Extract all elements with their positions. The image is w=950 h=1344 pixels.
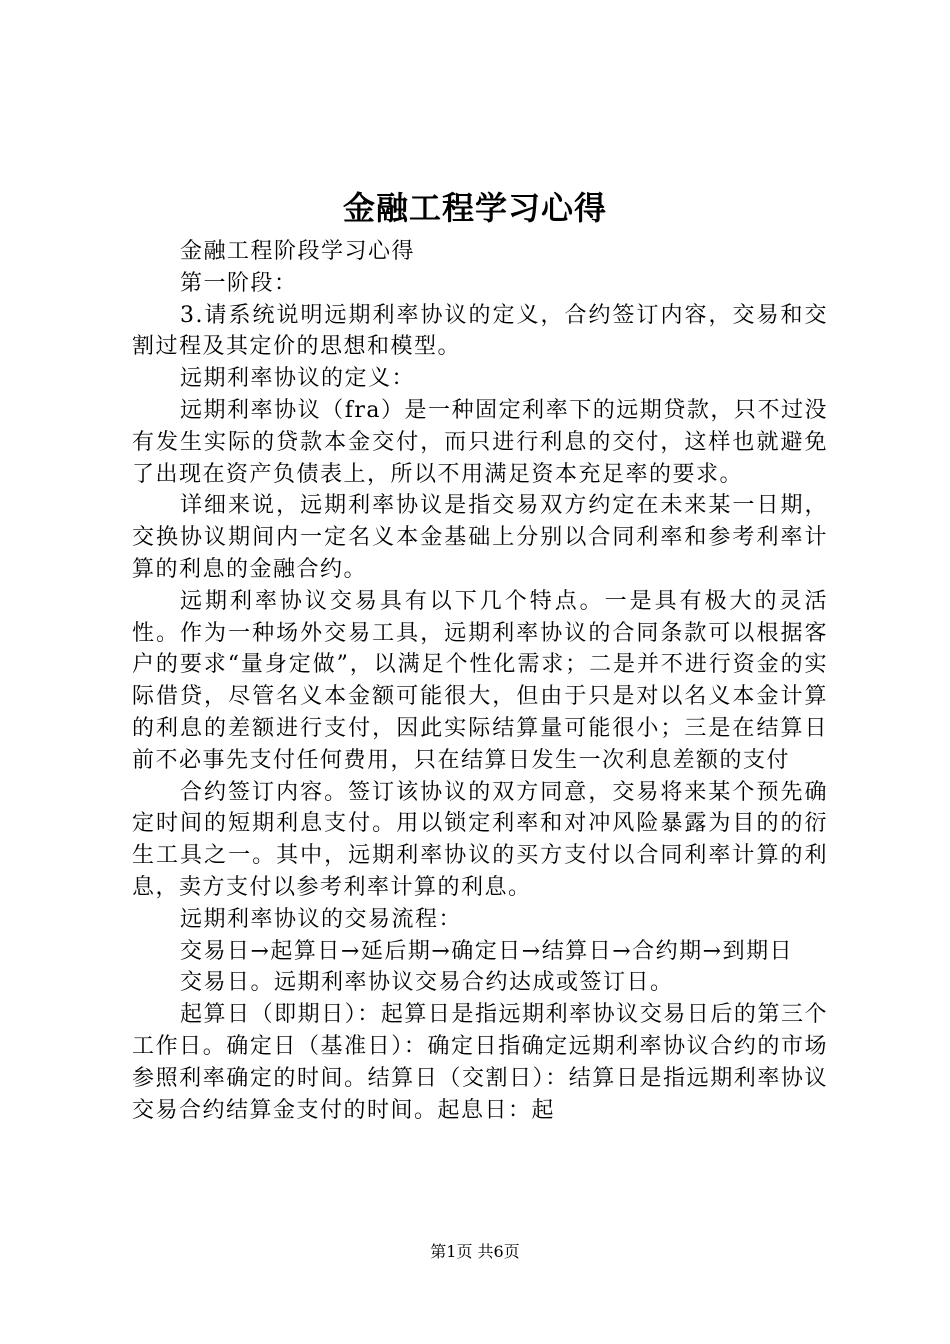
paragraph-features: 远期利率协议交易具有以下几个特点。一是具有极大的灵活性。作为一种场外交易工具，远期利率协议的合同条款可以根据客户的要求“量身定做”，以满足个性化需求；二是并不进行资金的实际借贷，尽管名义本金额可能很大，但由于只是对以名义本金计算的利息的差额进行支付，因此实际结算量可能很小；三是在结算日前不必事先支付任何费用，只在结算日发生一次利息差额的支付 bbox=[132, 588, 828, 773]
paragraph-process-flow: 交易日→起算日→延后期→确定日→结算日→合约期→到期日 bbox=[180, 938, 794, 964]
paragraph-definition-heading: 远期利率协议的定义： bbox=[180, 366, 416, 392]
paragraph-stage: 第一阶段： bbox=[180, 270, 298, 296]
paragraph-process-heading: 远期利率协议的交易流程： bbox=[180, 906, 463, 932]
paragraph-dates-definition: 起算日（即期日）：起算日是指远期利率协议交易日后的第三个工作日。确定日（基准日）：确定日指确定远期利率协议合约的市场参照利率确定的时间。结算日（交割日）：结算日是指远期利率协议交易合约结算金支付的时间。起息日：起 bbox=[132, 1002, 828, 1123]
paragraph-trade-date: 交易日。远期利率协议交易合约达成或签订日。 bbox=[180, 970, 674, 996]
document-body bbox=[132, 236, 828, 1126]
document-title: 金融工程学习心得 bbox=[342, 189, 607, 227]
paragraph-contract-content: 合约签订内容。签订该协议的双方同意，交易将来某个预先确定时间的短期利息支付。用以锁定利率和对冲风险暴露为目的的衍生工具之一。其中，远期利率协议的买方支付以合同利率计算的利息，卖方支付以参考利率计算的利息。 bbox=[132, 779, 828, 900]
paragraph-subtitle: 金融工程阶段学习心得 bbox=[180, 239, 416, 264]
paragraph-question: 3.请系统说明远期利率协议的定义，合约签订内容，交易和交割过程及其定价的思想和模型。 bbox=[132, 302, 828, 360]
page-number-footer: 第1页 共6页 bbox=[430, 1242, 520, 1261]
paragraph-detail: 详细来说，远期利率协议是指交易双方约定在未来某一日期，交换协议期间内一定名义本金基础上分别以合同利率和参考利率计算的利息的金融合约。 bbox=[132, 493, 828, 582]
paragraph-definition: 远期利率协议（fra）是一种固定利率下的远期贷款，只不过没有发生实际的贷款本金交付，而只进行利息的交付，这样也就避免了出现在资产负债表上，所以不用满足资本充足率的要求。 bbox=[132, 397, 828, 487]
